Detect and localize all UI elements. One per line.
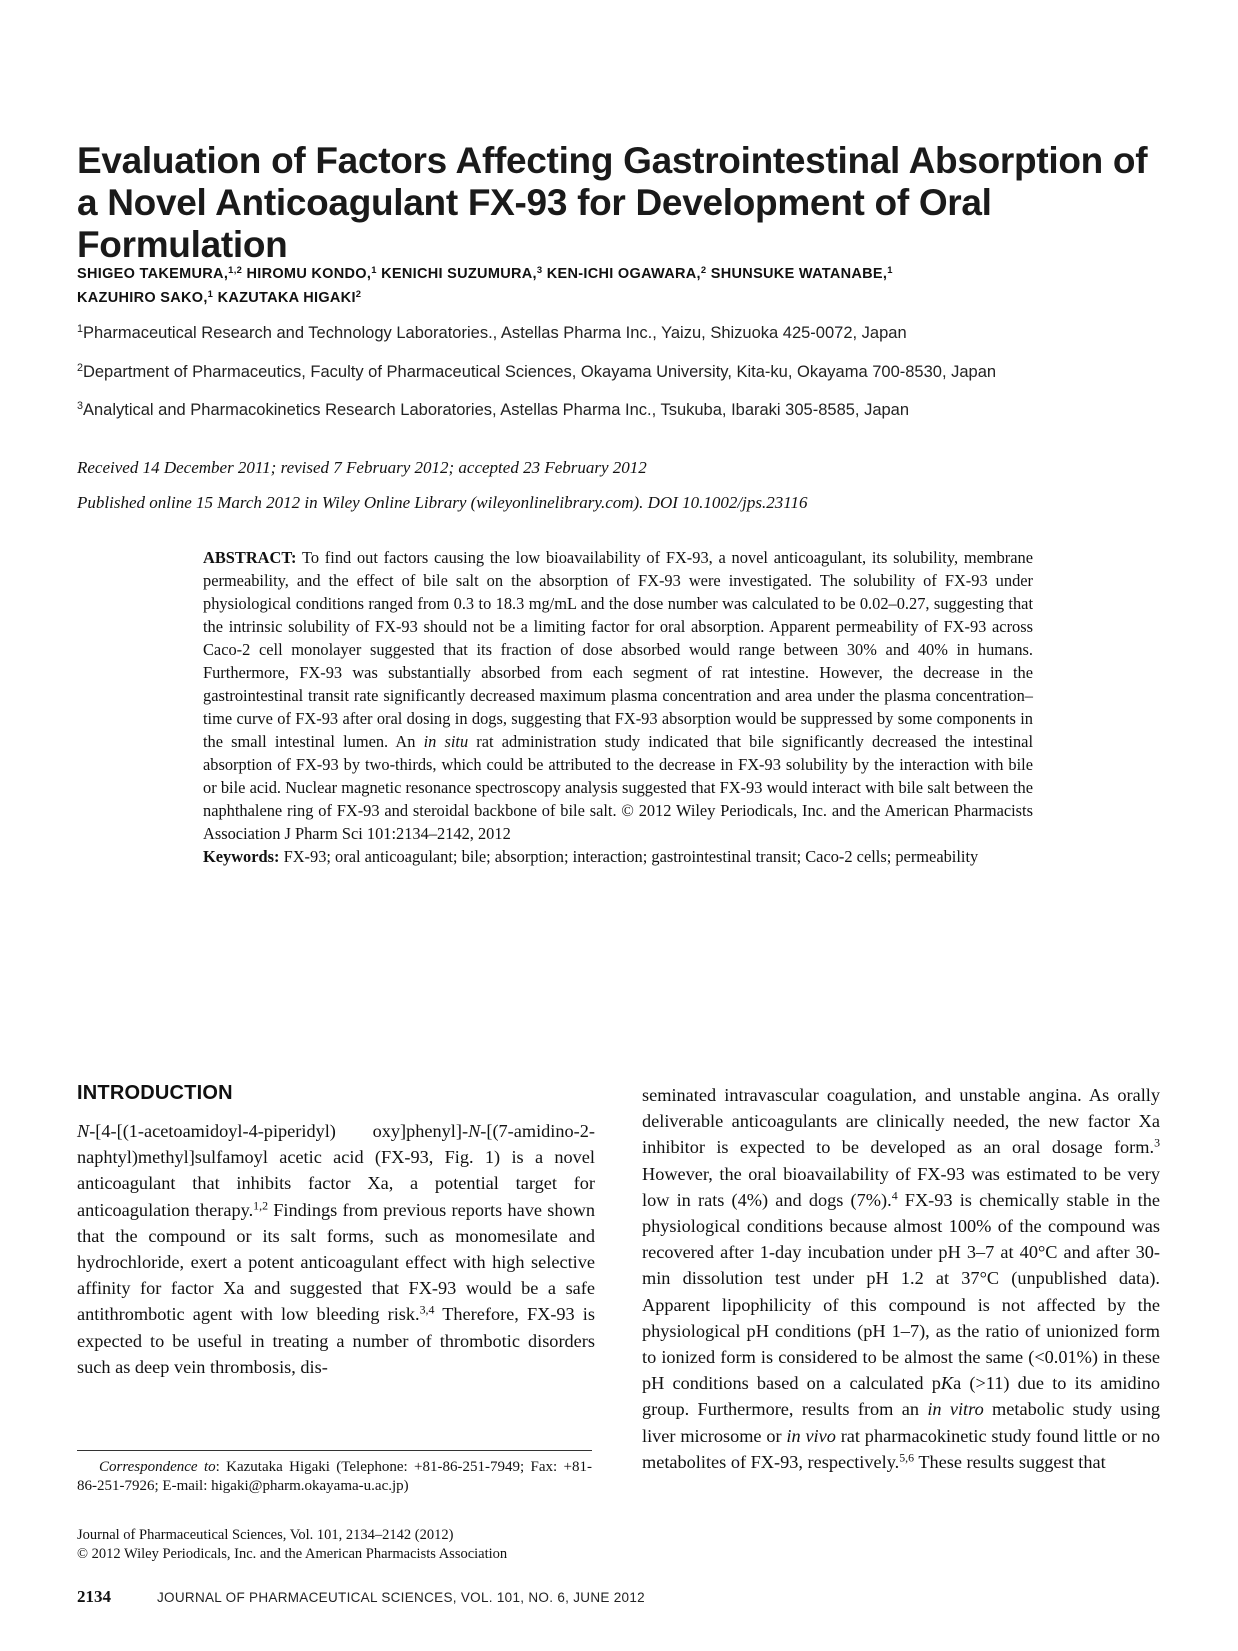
keywords: FX-93; oral anticoagulant; bile; absorption; interaction; gastrointestinal transit; Caco-2 cells; permeability [283, 847, 979, 866]
correspondence-footnote: Correspondence to: Kazutaka Higaki (Telephone: +81-86-251-7949; Fax: +81-86-251-7926; E-mail: higaki@pharm.okayama-u.ac.jp) [77, 1459, 592, 1494]
affiliation: $^2$Department of Pharmaceutics, Faculty of Pharmaceutical Sciences, Okayama University, Kita-ku, Okayama 700-8530, Japan [77, 362, 997, 381]
section-heading: INTRODUCTION [77, 1082, 233, 1104]
article-title: Evaluation of Factors Affecting Gastrointestinal Absorption of a Novel Anticoagulant FX-93 for Development of Oral Formulation [77, 140, 1148, 265]
body-column-right: seminated intravascular coagulation, and unstable angina. As orally deliverable anticoagulants are clinically needed, the new factor Xa inhibitor is expected to be developed as an oral dosage form.$^3$ However, the oral bioavailability of FX-93 was estimated to be very low in rats (4%) and dogs (7%).$^4$ FX-93 is chemically stable in the physiological conditions because almost 100% of the compound was recovered after 1-day incubation under pH 3–7 at 40°C and after 30-min dissolution test under pH 1.2 at 37°C (unpublished data). Apparent lipophilicity of this compound is not affected by the physiological pH conditions (pH 1–7), as the ratio of unionized form to ionized form is considered to be almost the same (<0.01%) in these pH conditions based on a calculated pKa (>11) due to its amidino group. Furthermore, results from an in vitro metabolic study using liver microsome or in vivo rat pharmacokinetic study found little or no metabolites of FX-93, respectively.$^{5,6}$ These results suggest that [642, 1085, 1161, 1472]
abstract: ABSTRACT: To find out factors causing the low bioavailability of FX-93, a novel anticoagulant, its solubility, membrane permeability, and the effect of bile salt on the absorption of FX-93 were investigated. The solubility of FX-93 under physiological conditions ranged from 0.3 to 18.3 mg/mL and the dose number was calculated to be 0.02–0.27, suggesting that the intrinsic solubility of FX-93 should not be a limiting factor for oral absorption. Apparent permeability of FX-93 across Caco-2 cell monolayer suggested that its fraction of dose absorbed would range between 30% and 40% in humans. Furthermore, FX-93 was substantially absorbed from each segment of rat intestine. However, the decrease in the gastrointestinal transit rate significantly decreased maximum plasma concentration and area under the plasma concentration–time curve of FX-93 after oral dosing in dogs, suggesting that FX-93 absorption would be suppressed by some components in the small intestinal lumen. An in situ rat administration study indicated that bile significantly decreased the intestinal absorption of FX-93 by two-thirds, which could be attributed to the decrease in FX-93 solubility by the interaction with bile or bile acid. Nuclear magnetic resonance spectroscopy analysis suggested that FX-93 would interact with bile salt between the naphthalene ring of FX-93 and steroidal backbone of bile salt. © 2012 Wiley Periodicals, Inc. and the American Pharmacists Association J Pharm Sci 101:2134–2142, 2012 Keywords: FX-93; oral anticoagulant; bile; absorption; interaction; gastrointestinal transit; Caco-2 cells; permeability [203, 548, 1034, 866]
author: KENICHI SUZUMURA,$^3$ [381, 263, 543, 282]
received-dates: Received 14 December 2011; revised 7 February 2012; accepted 23 February 2012 [77, 458, 647, 477]
publication-info: Published online 15 March 2012 in Wiley Online Library (wileyonlinelibrary.com). DOI 10.1002/jps.23116 [77, 493, 808, 512]
body-column-left: N-[4-[(1-acetoamidoyl-4-piperidyl) oxy]phenyl]-N-[(7-amidino-2-naphtyl)methyl]sulfamoyl acetic acid (FX-93, Fig. 1) is a novel anticoagulant that inhibits factor Xa, a potential target for anticoagulation therapy.$^{1,2}$ Findings from previous reports have shown that the compound or its salt forms, such as monomesilate and hydrochloride, exert a potent anticoagulant effect with high selective affinity for factor Xa and suggested that FX-93 would be a safe antithrombotic agent with low bleeding risk.$^{3,4}$ Therefore, FX-93 is expected to be useful in treating a number of thrombotic disorders such as deep vein thrombosis, dis- [77, 1121, 596, 1377]
author-list [77, 262, 1177, 310]
journal-citation: Journal of Pharmaceutical Sciences, Vol. 101, 2134–2142 (2012) © 2012 Wiley Periodicals, Inc. and the American Pharmacists Association [77, 1527, 508, 1562]
abstract-label: ABSTRACT: [203, 548, 297, 567]
page-number: 2134 [77, 1587, 111, 1606]
author: SHUNSUKE WATANABE,$^1$ [710, 263, 893, 282]
keywords-label: Keywords: [203, 847, 280, 866]
author: KAZUHIRO SAKO,$^1$ [77, 287, 214, 306]
author: HIROMU KONDO,$^1$ [246, 263, 377, 282]
affiliation: $^1$Pharmaceutical Research and Technology Laboratories., Astellas Pharma Inc., Yaizu, Shizuoka 425-0072, Japan [77, 323, 907, 342]
footnote-divider [77, 1450, 592, 1451]
running-footer: JOURNAL OF PHARMACEUTICAL SCIENCES, VOL. 101, NO. 6, JUNE 2012 [157, 1590, 645, 1605]
author: KEN-ICHI OGAWARA,$^2$ [546, 263, 707, 282]
affiliation: $^3$Analytical and Pharmacokinetics Research Laboratories, Astellas Pharma Inc., Tsukuba, Ibaraki 305-8585, Japan [77, 400, 910, 419]
author: SHIGEO TAKEMURA,$^{1,2}$ [77, 263, 243, 282]
author: KAZUTAKA HIGAKI$^2$ [217, 287, 362, 306]
